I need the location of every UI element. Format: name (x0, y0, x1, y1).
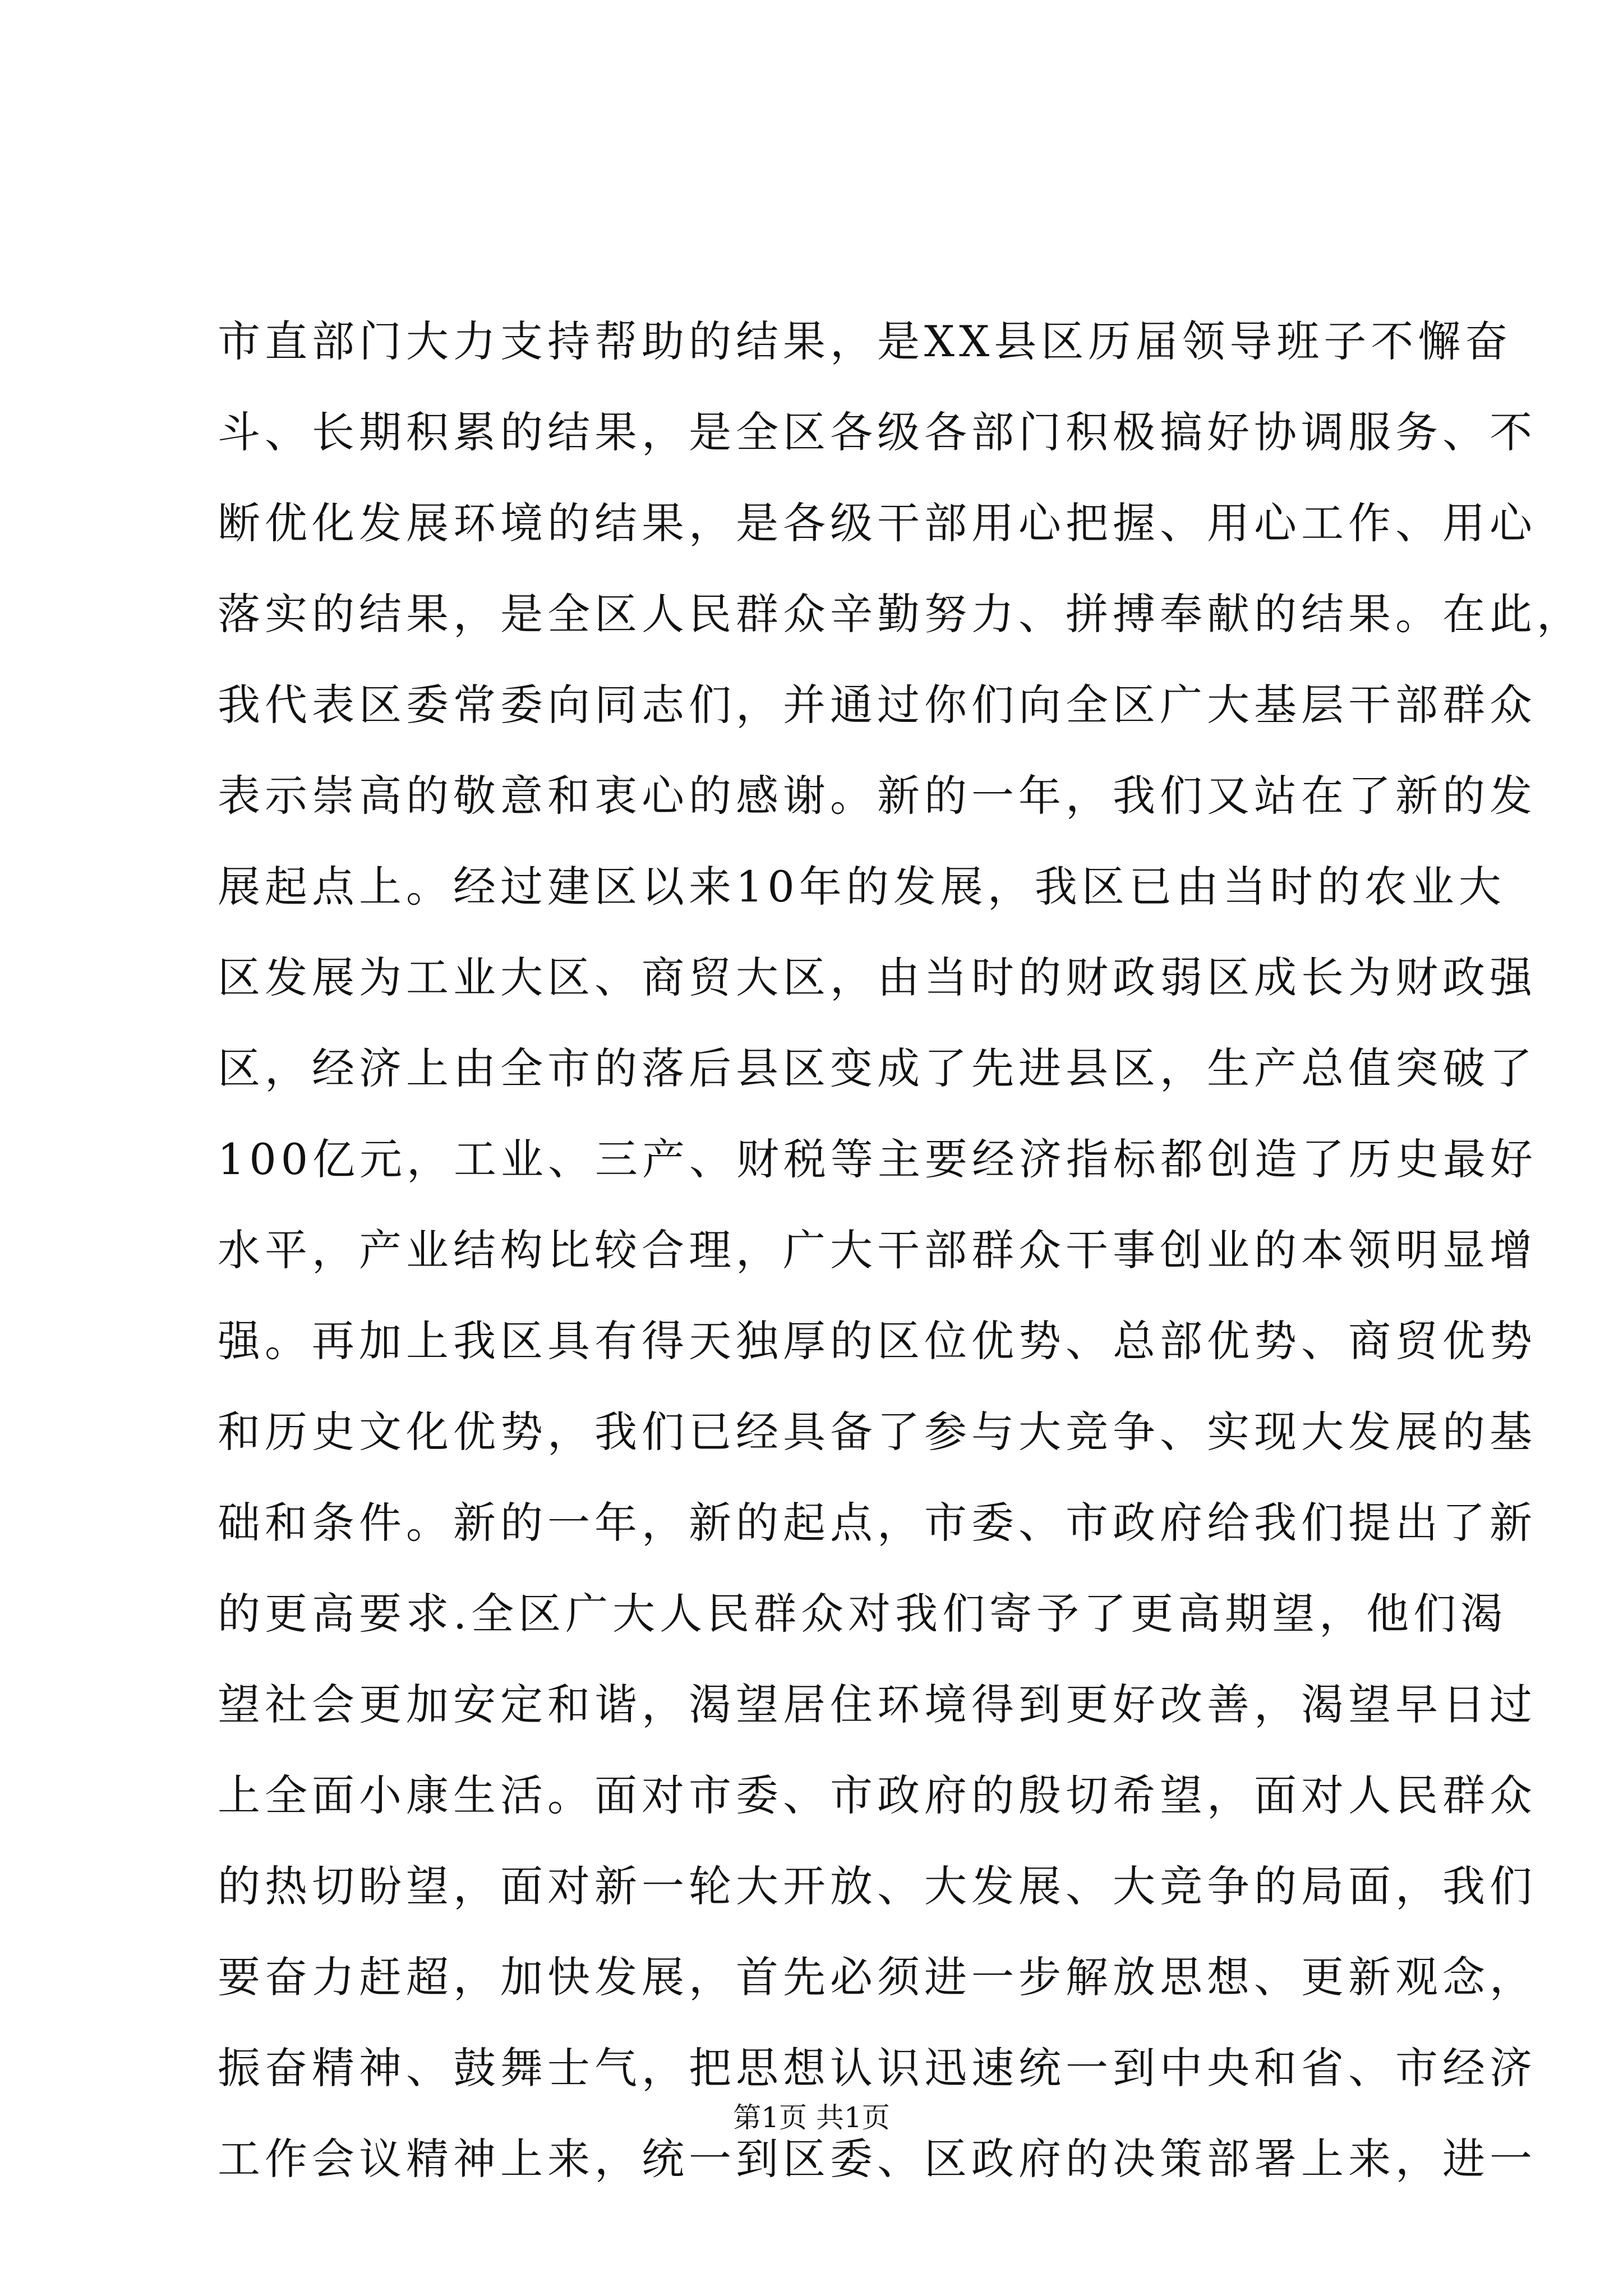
text-line: 要奋力赶超，加快发展，首先必须进一步解放思想、更新观念， (218, 1952, 1537, 2002)
text-line: 的热切盼望，面对新一轮大开放、大发展、大竞争的局面，我们 (218, 1861, 1537, 1911)
text-line: 望社会更加安定和谐，渴望居住环境得到更好改善，渴望早日过 (218, 1680, 1537, 1729)
page-footer: 第1页 共1页 (733, 2101, 890, 2134)
text-line: 础和条件。新的一年，新的起点，市委、市政府给我们提出了新 (218, 1498, 1537, 1548)
text-line: 区发展为工业大区、商贸大区，由当时的财政弱区成长为财政强 (218, 953, 1537, 1002)
text-line: 我代表区委常委向同志们，并通过你们向全区广大基层干部群众 (218, 680, 1537, 730)
text-line: 和历史文化优势，我们已经具备了参与大竞争、实现大发展的基 (218, 1407, 1537, 1457)
text-line: 落实的结果，是全区人民群众辛勤努力、拼搏奉献的结果。在此， (218, 589, 1584, 639)
text-line: 市直部门大力支持帮助的结果，是XX县区历届领导班子不懈奋 (218, 316, 1513, 366)
text-line: 区，经济上由全市的落后县区变成了先进县区，生产总值突破了 (218, 1043, 1537, 1093)
text-line: 工作会议精神上来，统一到区委、区政府的决策部署上来，进一 (218, 2134, 1537, 2184)
text-line: 的更高要求.全区广大人民群众对我们寄予了更高期望，他们渴 (218, 1589, 1508, 1639)
text-line: 断优化发展环境的结果，是各级干部用心把握、用心工作、用心 (218, 498, 1537, 548)
body-text (218, 296, 1584, 2205)
text-line: 强。再加上我区具有得天独厚的区位优势、总部优势、商贸优势 (218, 1316, 1537, 1366)
text-line: 水平，产业结构比较合理，广大干部群众干事创业的本领明显增 (218, 1225, 1537, 1275)
text-line: 展起点上。经过建区以来10年的发展，我区已由当时的农业大 (218, 862, 1506, 912)
text-line: 100亿元，工业、三产、财税等主要经济指标都创造了历史最好 (218, 1134, 1538, 1184)
text-line: 表示崇高的敬意和衷心的感谢。新的一年，我们又站在了新的发 (218, 771, 1537, 821)
text-line: 振奋精神、鼓舞士气，把思想认识迅速统一到中央和省、市经济 (218, 2043, 1537, 2093)
text-line: 斗、长期积累的结果，是全区各级各部门积极搞好协调服务、不 (218, 407, 1537, 457)
text-line: 上全面小康生活。面对市委、市政府的殷切希望，面对人民群众 (218, 1770, 1537, 1820)
